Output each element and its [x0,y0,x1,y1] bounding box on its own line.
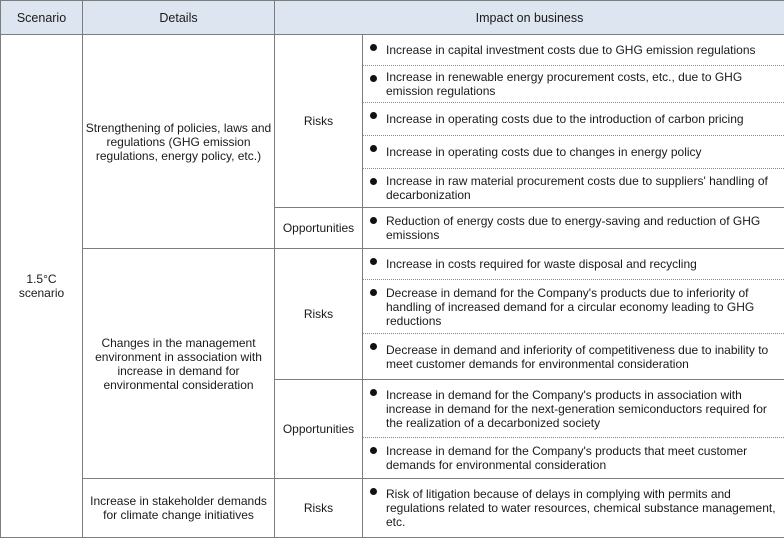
category-cell-opportunities [275,380,363,479]
list-item: Increase in operating costs due to changes in energy policy [363,136,784,169]
header-scenario: Scenario [1,1,83,35]
impact-cell [363,380,784,479]
list-item: Risk of litigation because of delays in complying with permits and regulations related to water resources, chemical substance management, etc. [363,479,784,537]
bullet-icon [370,389,377,396]
bullet-icon [370,178,377,185]
category-label: Risks [303,307,334,321]
details-text: Strengthening of policies, laws and regulations (GHG emission regulations, energy policy, etc.) [85,120,272,163]
table-row [1,479,784,538]
header-details: Details [83,1,275,35]
list-item: Decrease in demand for the Company's products due to inferiority of handling of increased demand for a circular economy leading to GHG reductions [363,280,784,334]
impact-cell [363,35,784,208]
details-text: Increase in stakeholder demands for climate change initiatives [90,494,267,522]
impact-cell [363,479,784,538]
impact-list [363,35,784,207]
category-cell-risks [275,35,363,208]
category-cell-opportunities [275,208,363,249]
bullet-icon [370,289,377,296]
details-text: Changes in the management environment in association with increase in demand for environmental consideration [95,335,262,392]
impact-list [363,249,784,379]
bullet-icon [370,488,377,495]
impact-list [363,380,784,478]
list-item: Increase in operating costs due to the introduction of carbon pricing [363,103,784,136]
bullet-icon [370,258,377,265]
impact-list [363,208,784,248]
impact-list [363,479,784,537]
bullet-icon [370,343,377,350]
category-cell-risks [275,249,363,380]
bullet-icon [370,44,377,51]
list-item: Increase in demand for the Company's products that meet customer demands for environmental consideration [363,438,784,478]
list-item: Increase in raw material procurement costs due to suppliers' handling of decarbonization [363,169,784,207]
list-item: Increase in renewable energy procurement costs, etc., due to GHG emission regulations [363,66,784,103]
list-item: Increase in capital investment costs due to GHG emission regulations [363,35,784,66]
header-row [1,1,784,35]
list-item: Reduction of energy costs due to energy-saving and reduction of GHG emissions [363,208,784,248]
bullet-icon [370,75,377,82]
scenario-cell [1,35,83,538]
bullet-icon [370,145,377,152]
impact-cell [363,249,784,380]
table-row [1,249,784,380]
table-row [1,35,784,208]
details-cell-environment [83,249,275,479]
bullet-icon [370,217,377,224]
list-item: Decrease in demand and inferiority of competitiveness due to inability to meet customer demands for environmental consideration [363,334,784,379]
details-cell-policies [83,35,275,249]
bullet-icon [370,447,377,454]
category-label: Risks [303,114,334,128]
header-impact: Impact on business [275,1,784,35]
category-cell-risks [275,479,363,538]
impact-cell [363,208,784,249]
category-label: Opportunities [282,221,355,235]
list-item: Increase in demand for the Company's products in association with increase in demand for the next-generation semiconductors required for the realization of a decarbonized society [363,380,784,438]
category-label: Risks [303,501,334,515]
category-label: Opportunities [282,422,355,436]
bullet-icon [370,112,377,119]
list-item: Increase in costs required for waste disposal and recycling [363,249,784,280]
scenario-label: 1.5°C scenario [18,272,65,300]
details-cell-stakeholder [83,479,275,538]
